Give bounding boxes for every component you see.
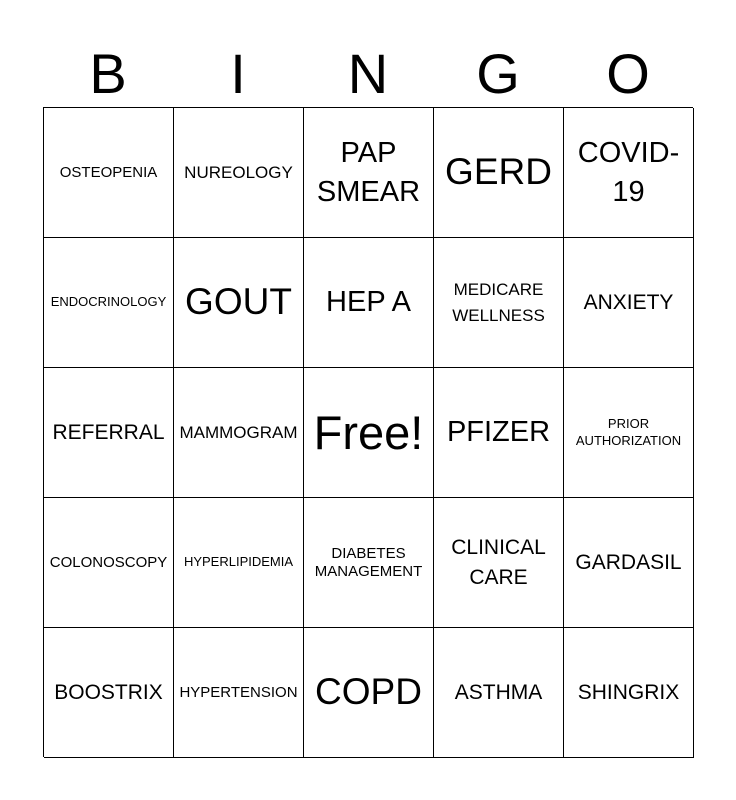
header-letter-b: B: [89, 42, 127, 105]
bingo-cell-label: SHINGRIX: [577, 680, 680, 704]
bingo-cell-r4c3[interactable]: [304, 498, 434, 628]
bingo-cell-r1c2[interactable]: [174, 108, 304, 238]
bingo-cell-label: COLONOSCOPY: [49, 553, 168, 571]
bingo-cell-r5c2[interactable]: [174, 628, 304, 758]
bingo-cell-label: DIABETES MANAGEMENT: [314, 544, 423, 580]
bingo-cell-r5c3[interactable]: [304, 628, 434, 758]
bingo-cell-r2c4[interactable]: [434, 238, 564, 368]
bingo-cell-label: BOOSTRIX: [54, 680, 163, 704]
bingo-cell-r4c2[interactable]: [174, 498, 304, 628]
bingo-cell-r3c5[interactable]: [564, 368, 694, 498]
bingo-cell-r5c1[interactable]: [44, 628, 174, 758]
bingo-cell-r2c3[interactable]: [304, 238, 434, 368]
bingo-cell-r2c5[interactable]: [564, 238, 694, 368]
bingo-cell-r4c5[interactable]: [564, 498, 694, 628]
bingo-cell-label: ENDOCRINOLOGY: [50, 294, 167, 310]
bingo-cell-label: REFERRAL: [52, 420, 165, 444]
bingo-cell-r2c2[interactable]: [174, 238, 304, 368]
bingo-cell-label: Free!: [313, 405, 424, 459]
bingo-cell-label: PRIOR AUTHORIZATION: [575, 416, 682, 448]
bingo-cell-r4c4[interactable]: [434, 498, 564, 628]
bingo-cell-label: GERD: [445, 151, 552, 193]
free-space-cell[interactable]: [304, 368, 434, 498]
bingo-cell-label: COVID-19: [577, 136, 680, 208]
bingo-cell-label: NUREOLOGY: [184, 162, 293, 182]
bingo-cell-label: ASTHMA: [454, 680, 543, 704]
bingo-cell-r2c1[interactable]: [44, 238, 174, 368]
bingo-cell-r1c3[interactable]: [304, 108, 434, 238]
bingo-cell-label: MAMMOGRAM: [179, 422, 298, 442]
bingo-cell-label: PAP SMEAR: [316, 136, 421, 208]
bingo-cell-label: PFIZER: [446, 416, 551, 449]
bingo-cell-label: MEDICARE WELLNESS: [452, 280, 545, 325]
bingo-cell-r1c1[interactable]: [44, 108, 174, 238]
bingo-cell-r3c1[interactable]: [44, 368, 174, 498]
bingo-header: [43, 40, 693, 108]
header-letter-g: G: [476, 42, 520, 105]
bingo-cell-r5c4[interactable]: [434, 628, 564, 758]
bingo-cell-r3c2[interactable]: [174, 368, 304, 498]
bingo-cell-label: COPD: [315, 671, 422, 713]
bingo-cell-r5c5[interactable]: [564, 628, 694, 758]
bingo-cell-label: OSTEOPENIA: [59, 163, 158, 181]
bingo-cell-label: CLINICAL CARE: [451, 536, 546, 589]
bingo-cell-label: GOUT: [185, 281, 292, 323]
header-letter-i: I: [230, 42, 246, 105]
bingo-cell-label: HYPERLIPIDEMIA: [183, 554, 294, 570]
bingo-cell-label: ANXIETY: [583, 290, 674, 314]
bingo-cell-label: GARDASIL: [575, 550, 682, 574]
bingo-cell-r1c4[interactable]: [434, 108, 564, 238]
bingo-cell-r1c5[interactable]: [564, 108, 694, 238]
bingo-cell-label: HYPERTENSION: [179, 683, 298, 701]
bingo-cell-r4c1[interactable]: [44, 498, 174, 628]
bingo-cell-label: HEP A: [326, 286, 411, 319]
bingo-board: [43, 107, 693, 757]
header-letter-n: N: [347, 42, 389, 105]
bingo-cell-r3c4[interactable]: [434, 368, 564, 498]
header-letter-o: O: [606, 42, 650, 105]
